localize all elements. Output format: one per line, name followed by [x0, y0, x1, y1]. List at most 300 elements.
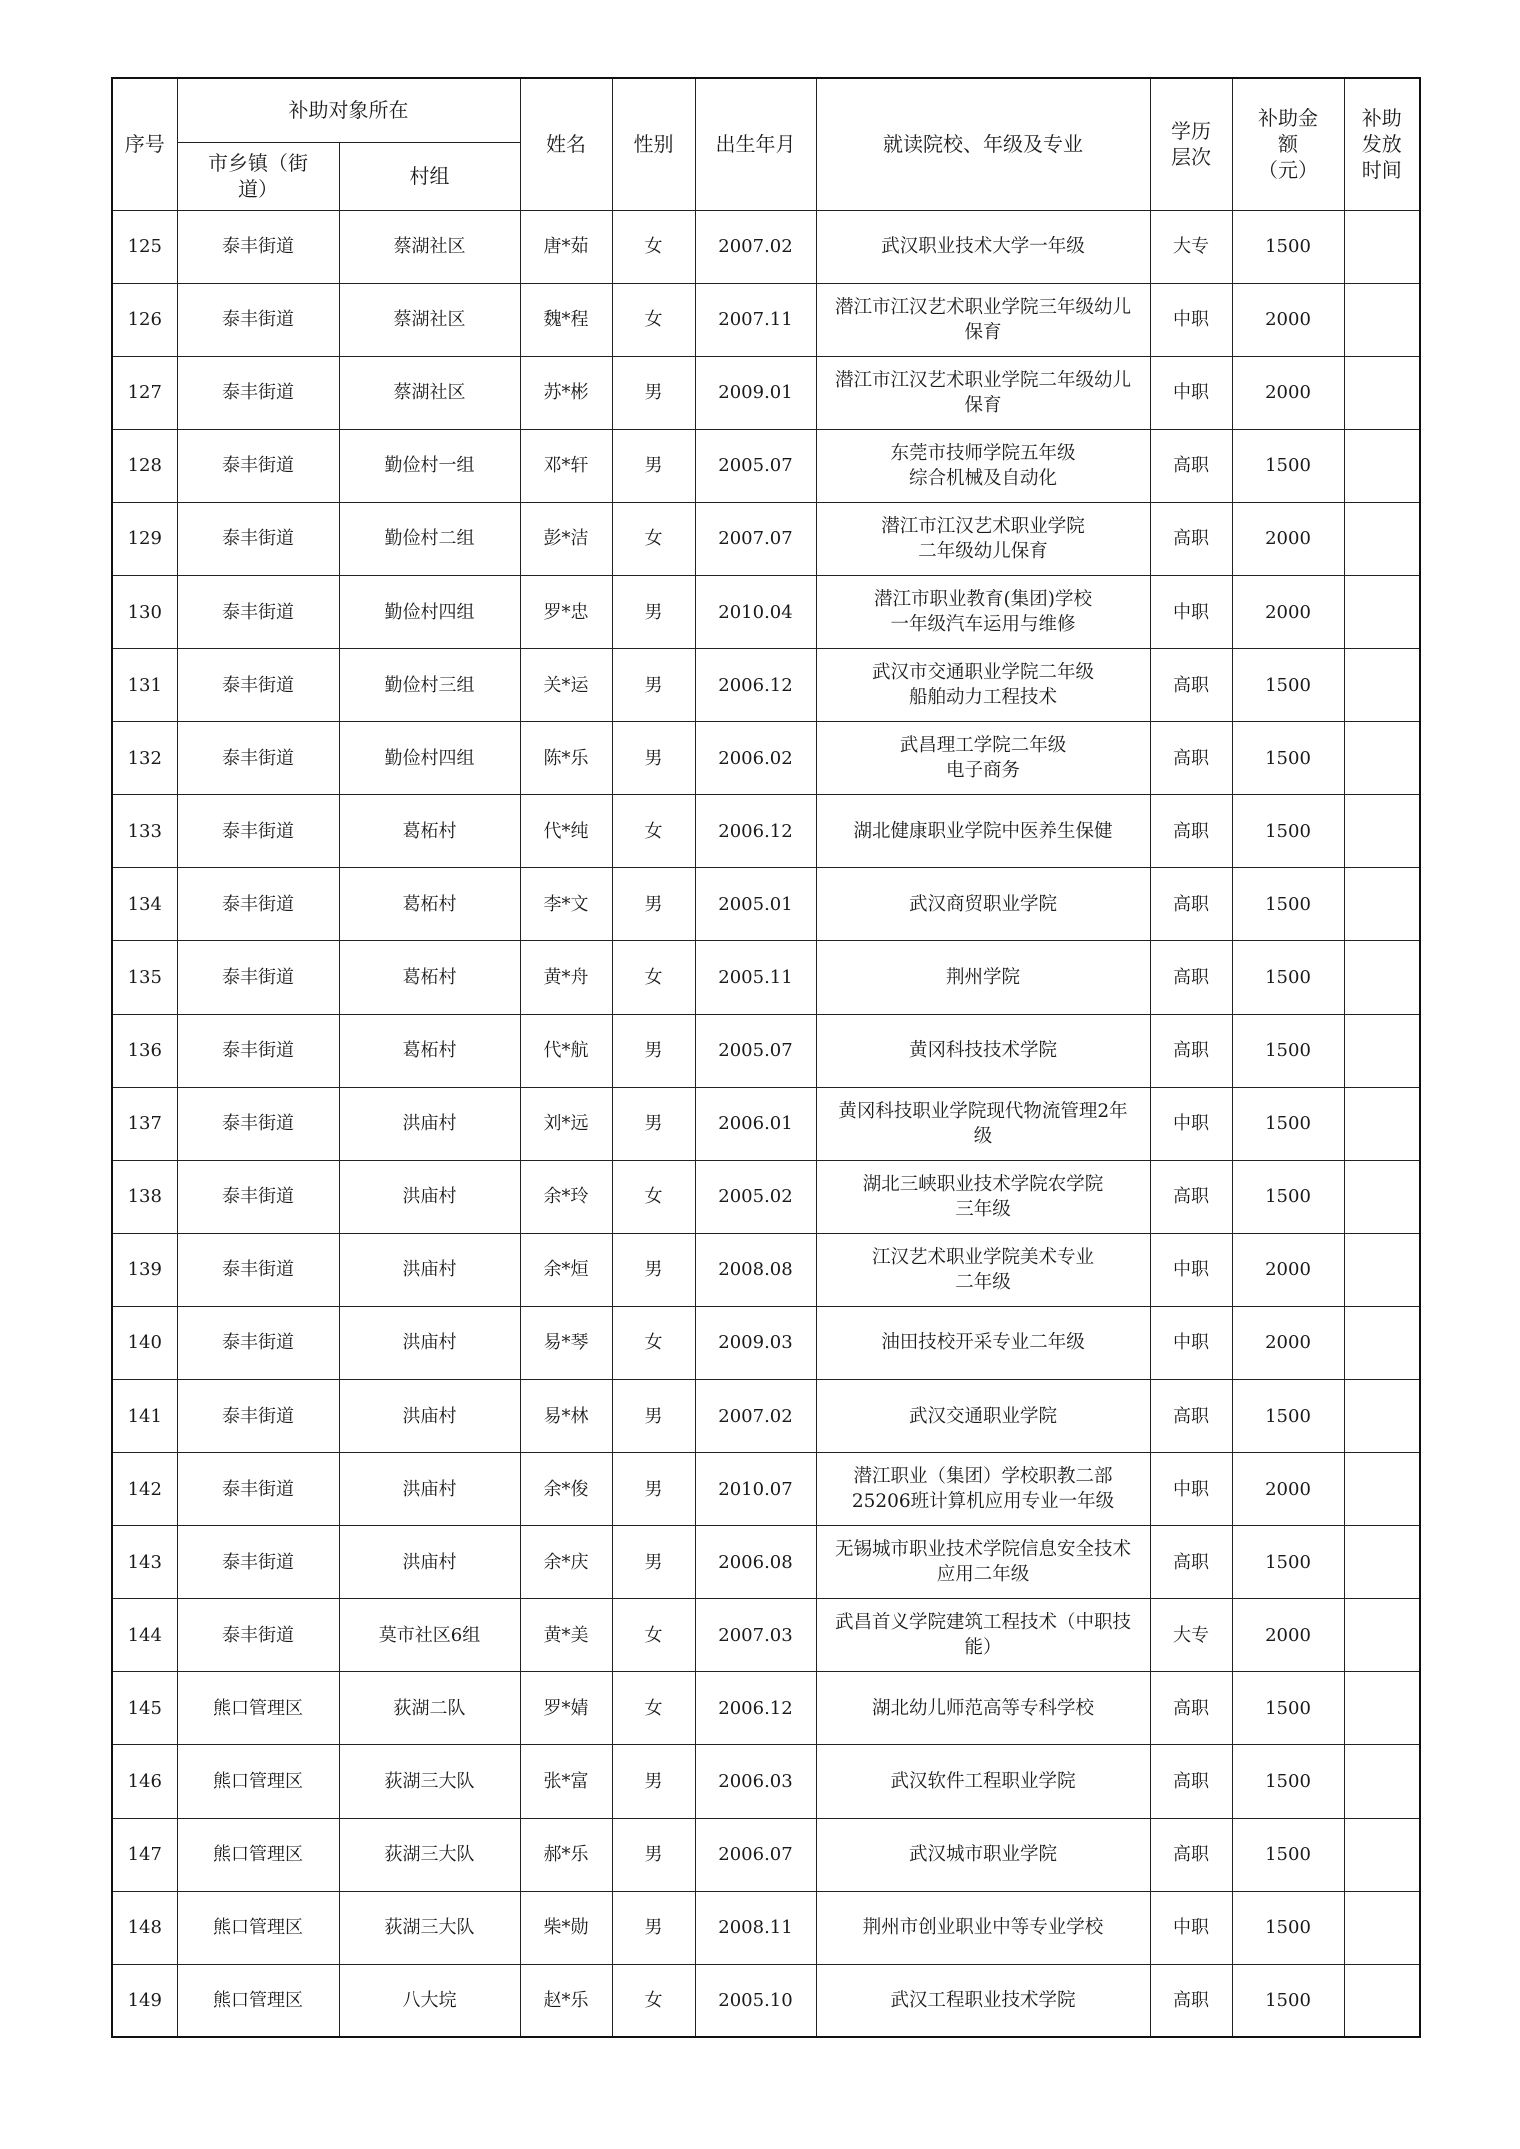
- cell-birth: 2006.12: [695, 1672, 816, 1745]
- cell-amount: 1500: [1232, 868, 1344, 941]
- table-row: [112, 795, 1420, 868]
- cell-name: 张*富: [520, 1745, 612, 1818]
- cell-village: 八大垸: [339, 1964, 520, 2037]
- cell-town: 泰丰街道: [177, 1160, 339, 1233]
- cell-birth: 2006.12: [695, 795, 816, 868]
- school-line: 潜江职业（集团）学校职教二部: [853, 1466, 1113, 1488]
- cell-school: [816, 283, 1150, 356]
- cell-birth: 2006.07: [695, 1818, 816, 1891]
- cell-gender: 女: [612, 1964, 695, 2037]
- cell-level: 高职: [1150, 649, 1232, 722]
- cell-amount: 1500: [1232, 1818, 1344, 1891]
- cell-level: 高职: [1150, 429, 1232, 502]
- cell-seq: 145: [112, 1672, 177, 1745]
- cell-level: 中职: [1150, 1891, 1232, 1964]
- cell-village: 勤俭村四组: [339, 722, 520, 795]
- cell-gender: 男: [612, 1526, 695, 1599]
- header-town: 市乡镇（街道）: [177, 142, 339, 210]
- cell-name: 余*玲: [520, 1160, 612, 1233]
- table-row: [112, 210, 1420, 283]
- cell-gender: 女: [612, 795, 695, 868]
- cell-school: [816, 1599, 1150, 1672]
- cell-gender: 男: [612, 1745, 695, 1818]
- cell-amount: 2000: [1232, 356, 1344, 429]
- cell-town: 熊口管理区: [177, 1964, 339, 2037]
- cell-level: 高职: [1150, 1380, 1232, 1453]
- cell-school: [816, 1891, 1150, 1964]
- school-line: 综合机械及自动化: [908, 467, 1057, 489]
- header-seq: 序号: [112, 78, 177, 210]
- cell-amount: 1500: [1232, 649, 1344, 722]
- cell-birth: 2010.07: [695, 1453, 816, 1526]
- cell-name: 邓*轩: [520, 429, 612, 502]
- header-birth: 出生年月: [695, 78, 816, 210]
- cell-amount: 1500: [1232, 1014, 1344, 1087]
- cell-school: [816, 1087, 1150, 1160]
- school-line: 保育: [964, 321, 1002, 343]
- cell-seq: 125: [112, 210, 177, 283]
- cell-birth: 2007.02: [695, 1380, 816, 1453]
- cell-amount: 2000: [1232, 1599, 1344, 1672]
- cell-gender: 男: [612, 429, 695, 502]
- cell-school: [816, 575, 1150, 648]
- cell-name: 刘*远: [520, 1087, 612, 1160]
- cell-village: 荻湖二队: [339, 1672, 520, 1745]
- cell-amount: 1500: [1232, 1526, 1344, 1599]
- cell-level: 高职: [1150, 795, 1232, 868]
- cell-village: 荻湖三大队: [339, 1745, 520, 1818]
- cell-birth: 2005.02: [695, 1160, 816, 1233]
- cell-amount: 2000: [1232, 502, 1344, 575]
- cell-level: 高职: [1150, 502, 1232, 575]
- cell-time: [1344, 1380, 1420, 1453]
- cell-school: [816, 1380, 1150, 1453]
- cell-time: [1344, 429, 1420, 502]
- cell-town: 泰丰街道: [177, 283, 339, 356]
- cell-name: 柴*勋: [520, 1891, 612, 1964]
- cell-seq: 143: [112, 1526, 177, 1599]
- cell-name: 唐*茹: [520, 210, 612, 283]
- cell-level: 中职: [1150, 1453, 1232, 1526]
- cell-birth: 2009.03: [695, 1306, 816, 1379]
- cell-village: 洪庙村: [339, 1306, 520, 1379]
- header-gender: 性别: [612, 78, 695, 210]
- cell-name: 彭*洁: [520, 502, 612, 575]
- cell-name: 关*运: [520, 649, 612, 722]
- cell-village: 蔡湖社区: [339, 356, 520, 429]
- cell-birth: 2007.02: [695, 210, 816, 283]
- table-row: [112, 1014, 1420, 1087]
- cell-school: [816, 1160, 1150, 1233]
- cell-time: [1344, 283, 1420, 356]
- cell-seq: 134: [112, 868, 177, 941]
- cell-village: 葛柘村: [339, 868, 520, 941]
- school-line: 一年级汽车运用与维修: [890, 614, 1076, 636]
- cell-town: 泰丰街道: [177, 1233, 339, 1306]
- cell-level: 高职: [1150, 1672, 1232, 1745]
- cell-seq: 131: [112, 649, 177, 722]
- cell-gender: 女: [612, 1672, 695, 1745]
- cell-school: [816, 1818, 1150, 1891]
- cell-name: 苏*彬: [520, 356, 612, 429]
- cell-birth: 2006.03: [695, 1745, 816, 1818]
- cell-village: 葛柘村: [339, 941, 520, 1014]
- table-body: [112, 210, 1420, 2037]
- cell-gender: 男: [612, 649, 695, 722]
- cell-town: 泰丰街道: [177, 502, 339, 575]
- cell-town: 泰丰街道: [177, 649, 339, 722]
- cell-birth: 2010.04: [695, 575, 816, 648]
- cell-level: 中职: [1150, 356, 1232, 429]
- cell-gender: 男: [612, 1818, 695, 1891]
- cell-town: 泰丰街道: [177, 1380, 339, 1453]
- school-line: 能）: [964, 1637, 1002, 1659]
- cell-amount: 2000: [1232, 575, 1344, 648]
- cell-level: 高职: [1150, 941, 1232, 1014]
- cell-birth: 2008.08: [695, 1233, 816, 1306]
- cell-amount: 1500: [1232, 210, 1344, 283]
- cell-time: [1344, 1599, 1420, 1672]
- cell-seq: 138: [112, 1160, 177, 1233]
- cell-gender: 女: [612, 283, 695, 356]
- cell-amount: 1500: [1232, 1745, 1344, 1818]
- cell-birth: 2007.03: [695, 1599, 816, 1672]
- cell-town: 泰丰街道: [177, 795, 339, 868]
- cell-village: 洪庙村: [339, 1087, 520, 1160]
- cell-name: 代*纯: [520, 795, 612, 868]
- cell-amount: 2000: [1232, 1306, 1344, 1379]
- cell-seq: 126: [112, 283, 177, 356]
- cell-level: 中职: [1150, 1087, 1232, 1160]
- cell-time: [1344, 1087, 1420, 1160]
- cell-gender: 男: [612, 722, 695, 795]
- cell-town: 泰丰街道: [177, 429, 339, 502]
- school-line: 潜江市江汉艺术职业学院二年级幼儿: [834, 369, 1131, 391]
- subsidy-table-container: [111, 77, 1419, 2038]
- cell-level: 中职: [1150, 1306, 1232, 1379]
- school-line: 湖北三峡职业技术学院农学院: [862, 1173, 1104, 1195]
- cell-village: 洪庙村: [339, 1453, 520, 1526]
- school-line: 武汉商贸职业学院: [908, 893, 1057, 915]
- cell-town: 熊口管理区: [177, 1672, 339, 1745]
- cell-village: 勤俭村一组: [339, 429, 520, 502]
- cell-village: 洪庙村: [339, 1380, 520, 1453]
- cell-school: [816, 1453, 1150, 1526]
- cell-town: 泰丰街道: [177, 575, 339, 648]
- cell-village: 蔡湖社区: [339, 283, 520, 356]
- cell-village: 葛柘村: [339, 795, 520, 868]
- cell-amount: 1500: [1232, 1891, 1344, 1964]
- cell-school: [816, 649, 1150, 722]
- table-row: [112, 1453, 1420, 1526]
- subsidy-table: [111, 77, 1421, 2038]
- cell-school: [816, 210, 1150, 283]
- cell-town: 泰丰街道: [177, 1087, 339, 1160]
- cell-birth: 2005.07: [695, 429, 816, 502]
- table-row: [112, 1233, 1420, 1306]
- cell-time: [1344, 1891, 1420, 1964]
- school-line: 武昌理工学院二年级: [899, 735, 1067, 757]
- cell-name: 魏*程: [520, 283, 612, 356]
- school-line: 25206班计算机应用专业一年级: [851, 1491, 1115, 1513]
- header-location-group: 补助对象所在: [177, 78, 520, 142]
- cell-village: 莫市社区6组: [339, 1599, 520, 1672]
- cell-gender: 男: [612, 1380, 695, 1453]
- cell-village: 荻湖三大队: [339, 1818, 520, 1891]
- cell-gender: 女: [612, 502, 695, 575]
- cell-level: 大专: [1150, 1599, 1232, 1672]
- cell-time: [1344, 1745, 1420, 1818]
- cell-birth: 2009.01: [695, 356, 816, 429]
- table-row: [112, 1964, 1420, 2037]
- cell-amount: 1500: [1232, 429, 1344, 502]
- cell-amount: 1500: [1232, 941, 1344, 1014]
- cell-school: [816, 795, 1150, 868]
- cell-birth: 2006.12: [695, 649, 816, 722]
- cell-gender: 男: [612, 868, 695, 941]
- cell-name: 罗*忠: [520, 575, 612, 648]
- school-line: 武汉市交通职业学院二年级: [871, 662, 1094, 684]
- cell-level: 高职: [1150, 1160, 1232, 1233]
- header-village: 村组: [339, 142, 520, 210]
- cell-level: 高职: [1150, 1818, 1232, 1891]
- school-line: 保育: [964, 394, 1002, 416]
- header-school: 就读院校、年级及专业: [816, 78, 1150, 210]
- cell-school: [816, 1672, 1150, 1745]
- cell-seq: 132: [112, 722, 177, 795]
- cell-seq: 137: [112, 1087, 177, 1160]
- table-row: [112, 356, 1420, 429]
- cell-seq: 140: [112, 1306, 177, 1379]
- cell-town: 泰丰街道: [177, 210, 339, 283]
- school-line: 荆州市创业职业中等专业学校: [862, 1917, 1104, 1939]
- table-row: [112, 1526, 1420, 1599]
- cell-village: 洪庙村: [339, 1526, 520, 1599]
- cell-seq: 135: [112, 941, 177, 1014]
- cell-name: 代*航: [520, 1014, 612, 1087]
- cell-birth: 2008.11: [695, 1891, 816, 1964]
- school-line: 武汉软件工程职业学院: [890, 1771, 1076, 1793]
- cell-seq: 146: [112, 1745, 177, 1818]
- cell-town: 泰丰街道: [177, 722, 339, 795]
- cell-seq: 148: [112, 1891, 177, 1964]
- cell-name: 余*俊: [520, 1453, 612, 1526]
- cell-name: 余*烜: [520, 1233, 612, 1306]
- cell-village: 洪庙村: [339, 1160, 520, 1233]
- cell-birth: 2006.01: [695, 1087, 816, 1160]
- school-line: 武汉工程职业技术学院: [890, 1990, 1076, 2012]
- table-header: [112, 78, 1420, 210]
- cell-town: 泰丰街道: [177, 356, 339, 429]
- cell-village: 葛柘村: [339, 1014, 520, 1087]
- cell-time: [1344, 356, 1420, 429]
- cell-name: 黄*美: [520, 1599, 612, 1672]
- cell-gender: 男: [612, 1233, 695, 1306]
- cell-seq: 133: [112, 795, 177, 868]
- cell-name: 郝*乐: [520, 1818, 612, 1891]
- cell-time: [1344, 502, 1420, 575]
- cell-time: [1344, 1964, 1420, 2037]
- cell-time: [1344, 868, 1420, 941]
- cell-school: [816, 1306, 1150, 1379]
- cell-time: [1344, 1672, 1420, 1745]
- cell-level: 高职: [1150, 1014, 1232, 1087]
- cell-village: 勤俭村四组: [339, 575, 520, 648]
- cell-birth: 2005.01: [695, 868, 816, 941]
- school-line: 湖北幼儿师范高等专科学校: [871, 1697, 1094, 1719]
- cell-town: 熊口管理区: [177, 1891, 339, 1964]
- cell-amount: 1500: [1232, 722, 1344, 795]
- table-row: [112, 429, 1420, 502]
- table-row: [112, 1891, 1420, 1964]
- cell-birth: 2005.11: [695, 941, 816, 1014]
- cell-amount: 1500: [1232, 1087, 1344, 1160]
- cell-name: 赵*乐: [520, 1964, 612, 2037]
- cell-birth: 2007.07: [695, 502, 816, 575]
- cell-gender: 男: [612, 1087, 695, 1160]
- table-row: [112, 868, 1420, 941]
- cell-seq: 142: [112, 1453, 177, 1526]
- school-line: 级: [973, 1125, 993, 1147]
- cell-level: 高职: [1150, 1745, 1232, 1818]
- table-row: [112, 575, 1420, 648]
- cell-time: [1344, 795, 1420, 868]
- header-level: 学历层次: [1150, 78, 1232, 210]
- cell-level: 高职: [1150, 868, 1232, 941]
- cell-village: 蔡湖社区: [339, 210, 520, 283]
- cell-school: [816, 356, 1150, 429]
- cell-gender: 男: [612, 575, 695, 648]
- school-line: 潜江市江汉艺术职业学院三年级幼儿: [834, 296, 1131, 318]
- school-line: 武汉交通职业学院: [908, 1405, 1057, 1427]
- school-line: 二年级: [955, 1271, 1011, 1293]
- cell-seq: 147: [112, 1818, 177, 1891]
- cell-gender: 女: [612, 1160, 695, 1233]
- cell-gender: 男: [612, 1453, 695, 1526]
- cell-school: [816, 1526, 1150, 1599]
- cell-time: [1344, 1306, 1420, 1379]
- cell-amount: 1500: [1232, 795, 1344, 868]
- cell-birth: 2005.07: [695, 1014, 816, 1087]
- cell-amount: 1500: [1232, 1380, 1344, 1453]
- cell-level: 高职: [1150, 722, 1232, 795]
- table-row: [112, 649, 1420, 722]
- school-line: 三年级: [955, 1198, 1011, 1220]
- cell-time: [1344, 575, 1420, 648]
- table-row: [112, 1087, 1420, 1160]
- table-row: [112, 502, 1420, 575]
- cell-name: 易*琴: [520, 1306, 612, 1379]
- table-row: [112, 941, 1420, 1014]
- cell-birth: 2006.08: [695, 1526, 816, 1599]
- cell-seq: 129: [112, 502, 177, 575]
- cell-school: [816, 429, 1150, 502]
- cell-name: 余*庆: [520, 1526, 612, 1599]
- cell-school: [816, 941, 1150, 1014]
- school-line: 电子商务: [945, 760, 1020, 782]
- cell-school: [816, 1745, 1150, 1818]
- cell-name: 罗*婧: [520, 1672, 612, 1745]
- cell-level: 高职: [1150, 1964, 1232, 2037]
- cell-amount: 2000: [1232, 1233, 1344, 1306]
- cell-gender: 男: [612, 1891, 695, 1964]
- cell-name: 黄*舟: [520, 941, 612, 1014]
- table-row: [112, 1745, 1420, 1818]
- cell-gender: 女: [612, 210, 695, 283]
- cell-town: 泰丰街道: [177, 941, 339, 1014]
- header-amount: 补助金额（元）: [1232, 78, 1344, 210]
- cell-amount: 1500: [1232, 1672, 1344, 1745]
- cell-name: 易*林: [520, 1380, 612, 1453]
- school-line: 武汉职业技术大学一年级: [881, 236, 1085, 258]
- cell-town: 泰丰街道: [177, 1014, 339, 1087]
- cell-seq: 144: [112, 1599, 177, 1672]
- school-line: 无锡城市职业技术学院信息安全技术: [834, 1539, 1131, 1561]
- cell-town: 泰丰街道: [177, 1526, 339, 1599]
- cell-town: 泰丰街道: [177, 1453, 339, 1526]
- cell-village: 荻湖三大队: [339, 1891, 520, 1964]
- school-line: 武昌首义学院建筑工程技术（中职技: [834, 1612, 1131, 1634]
- table-row: [112, 1818, 1420, 1891]
- header-name: 姓名: [520, 78, 612, 210]
- cell-seq: 128: [112, 429, 177, 502]
- cell-town: 熊口管理区: [177, 1818, 339, 1891]
- table-row: [112, 1599, 1420, 1672]
- cell-town: 泰丰街道: [177, 1599, 339, 1672]
- cell-time: [1344, 1453, 1420, 1526]
- cell-village: 勤俭村二组: [339, 502, 520, 575]
- school-line: 船舶动力工程技术: [908, 687, 1057, 709]
- school-line: 潜江市职业教育(集团)学校: [874, 589, 1092, 611]
- cell-time: [1344, 722, 1420, 795]
- cell-seq: 139: [112, 1233, 177, 1306]
- table-row: [112, 722, 1420, 795]
- cell-gender: 女: [612, 941, 695, 1014]
- header-time: 补助发放时间: [1344, 78, 1420, 210]
- cell-town: 熊口管理区: [177, 1745, 339, 1818]
- cell-amount: 2000: [1232, 1453, 1344, 1526]
- cell-school: [816, 868, 1150, 941]
- cell-time: [1344, 210, 1420, 283]
- cell-time: [1344, 1014, 1420, 1087]
- cell-birth: 2006.02: [695, 722, 816, 795]
- cell-gender: 男: [612, 1014, 695, 1087]
- school-line: 黄冈科技职业学院现代物流管理2年: [838, 1100, 1128, 1122]
- cell-name: 陈*乐: [520, 722, 612, 795]
- cell-school: [816, 1014, 1150, 1087]
- school-line: 江汉艺术职业学院美术专业: [871, 1246, 1094, 1268]
- cell-name: 李*文: [520, 868, 612, 941]
- cell-amount: 1500: [1232, 1964, 1344, 2037]
- cell-level: 中职: [1150, 283, 1232, 356]
- cell-gender: 女: [612, 1306, 695, 1379]
- table-row: [112, 1306, 1420, 1379]
- cell-time: [1344, 649, 1420, 722]
- cell-school: [816, 722, 1150, 795]
- table-row: [112, 1160, 1420, 1233]
- cell-level: 大专: [1150, 210, 1232, 283]
- cell-seq: 136: [112, 1014, 177, 1087]
- cell-village: 洪庙村: [339, 1233, 520, 1306]
- cell-school: [816, 1964, 1150, 2037]
- cell-amount: 1500: [1232, 1160, 1344, 1233]
- school-line: 应用二年级: [936, 1564, 1030, 1586]
- cell-time: [1344, 1233, 1420, 1306]
- cell-seq: 141: [112, 1380, 177, 1453]
- cell-time: [1344, 1818, 1420, 1891]
- cell-level: 高职: [1150, 1526, 1232, 1599]
- cell-school: [816, 502, 1150, 575]
